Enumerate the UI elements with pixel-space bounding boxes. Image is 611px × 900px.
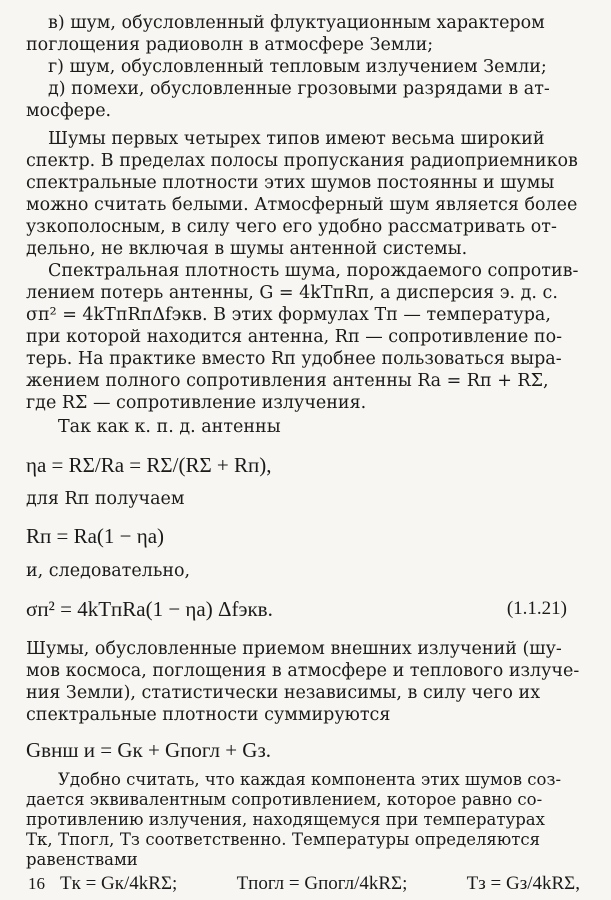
- text-line: и, следовательно,: [26, 561, 191, 581]
- formula-loss-resistance: Rп = Rа(1 − ηа): [26, 524, 165, 548]
- text-line: мов космоса, поглощения в атмосфере и теплового излуче-: [26, 661, 580, 681]
- formula-efficiency: ηа = RΣ/Rа = RΣ/(RΣ + Rп),: [26, 453, 272, 477]
- text-line: Шумы, обусловленные приемом внешних излучений (шу-: [26, 639, 562, 659]
- text-line: жением полного сопротивления антенны Rа = Rп + RΣ,: [26, 371, 549, 391]
- text-line: г) шум, обусловленный тепловым излучением Земли;: [48, 57, 547, 77]
- text-line: поглощения радиоволн в атмосфере Земли;: [26, 35, 434, 55]
- text-line: мосфере.: [26, 101, 112, 121]
- text-line: спектр. В пределах полосы пропускания радиоприемников: [26, 151, 578, 171]
- text-line: спектральные плотности этих шумов постоянны и шумы: [26, 173, 555, 193]
- text-line: лением потерь антенны, G = 4kTпRп, а дисперсия э. д. с.: [26, 283, 558, 303]
- formula-temperatures: [60, 872, 580, 896]
- text-line: терь. На практике вместо Rп удобнее пользоваться выра-: [26, 349, 562, 369]
- text-line: Спектральная плотность шума, порождаемого сопротив-: [48, 261, 579, 281]
- formula-spectral-sum: Gвнш и = Gк + Gпогл + Gз.: [26, 738, 272, 762]
- text-line: д) помехи, обусловленные грозовыми разрядами в ат-: [48, 79, 550, 99]
- text-line: дельно, не включая в шумы антенной системы.: [26, 239, 468, 259]
- text-line: противлению излучения, находящемуся при температурах: [26, 810, 545, 829]
- text-line: ния Земли), статистически независимы, в силу чего их: [26, 683, 541, 703]
- equation-number: (1.1.21): [506, 598, 567, 619]
- text-line: равенствами: [26, 850, 138, 869]
- text-line: Шумы первых четырех типов имеют весьма широкий: [48, 129, 545, 149]
- text-line: при которой находится антенна, Rп — сопротивление по-: [26, 327, 563, 347]
- formula-dispersion: σп² = 4kTпRа(1 − ηа) Δfэкв.: [26, 597, 273, 621]
- text-line: можно считать белыми. Атмосферный шум является более: [26, 195, 578, 215]
- text-line: дается эквивалентным сопротивлением, которое равно со-: [26, 790, 543, 809]
- text-line: Так как к. п. д. антенны: [58, 417, 281, 437]
- page-number: 16: [28, 874, 45, 893]
- text-line: где RΣ — сопротивление излучения.: [26, 393, 367, 413]
- text-line: для Rп получаем: [26, 489, 185, 509]
- text-line: спектральные плотности суммируются: [26, 705, 391, 725]
- formula-t-absorption: Tпогл = Gпогл/4kRΣ;: [236, 873, 408, 894]
- formula-t-cosmic: Tк = Gк/4kRΣ;: [60, 873, 178, 894]
- text-line: узкополосным, в силу чего его удобно рассматривать от-: [26, 217, 557, 237]
- formula-t-earth: Tз = Gз/4kRΣ,: [466, 873, 580, 894]
- text-line: Tк, Tпогл, Tз соответственно. Температуры определяются: [26, 830, 540, 849]
- text-line: σп² = 4kTпRпΔfэкв. В этих формулах Tп — температура,: [26, 305, 551, 325]
- text-line: в) шум, обусловленный флуктуационным характером: [48, 13, 545, 33]
- text-line: Удобно считать, что каждая компонента этих шумов соз-: [58, 770, 562, 789]
